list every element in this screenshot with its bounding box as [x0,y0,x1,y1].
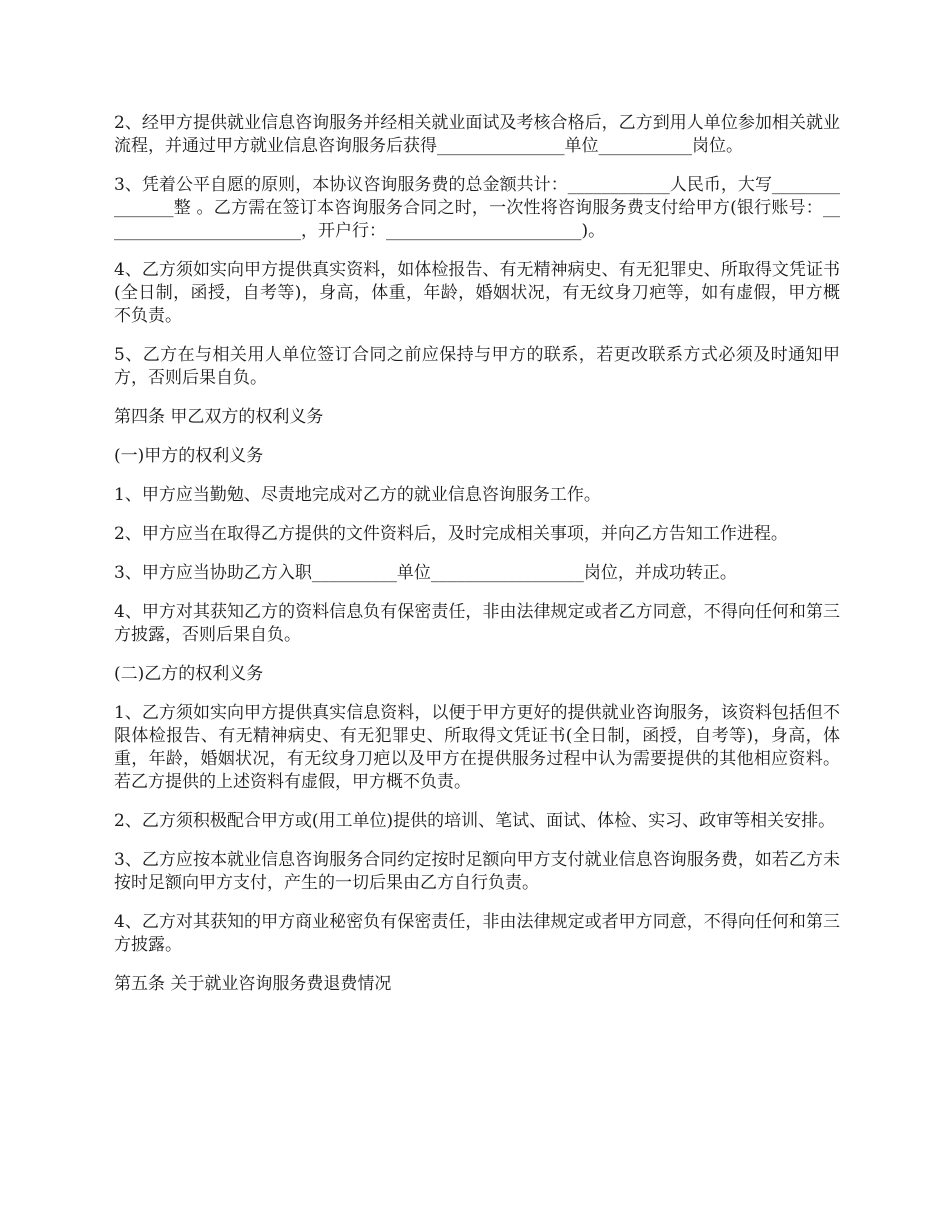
paragraph-party-a-3: 3、甲方应当协助乙方入职__________单位__________________岗位，并成功转正。 [114,563,737,583]
paragraph-party-a-2: 2、甲方应当在取得乙方提供的文件资料后，及时完成相关事项，并向乙方告知工作进程。 [114,524,788,544]
paragraph-party-a-4: 4、甲方对其获知乙方的资料信息负有保密责任，非由法律规定或者乙方同意，不得向任何和第三方披露，否则后果自负。 [114,602,840,645]
paragraph-party-b-1: 1、乙方须如实向甲方提供真实信息资料，以便于甲方更好的提供就业咨询服务，该资料包括但不限体检报告、有无精神病史、有无犯罪史、所取得文凭证书(全日制，函授，自考等)，身高，体重，年龄，婚姻状况，有无纹身刀疤以及甲方在提供服务过程中认为需要提供的其他相应资料。若乙方提供的上述资料有虚假，甲方概不负责。 [114,703,840,792]
section-heading-article-4: 第四条 甲乙双方的权利义务 [114,407,324,427]
subsection-heading-party-a: (一)甲方的权利义务 [114,446,264,466]
paragraph-clause-3-3: 3、凭着公平自愿的原则，本协议咨询服务费的总金额共计：____________人民币，大写_______________整 。乙方需在签订本咨询服务合同之时，一次性将咨询服务费支付给甲方(银行账号：________________________，开户行：_______________________)。 [114,175,840,241]
section-heading-article-5: 第五条 关于就业咨询服务费退费情况 [114,974,392,994]
document-page [114,112,840,1012]
paragraph-party-b-2: 2、乙方须积极配合甲方或(用工单位)提供的培训、笔试、面试、体检、实习、政审等相关安排。 [114,811,836,831]
paragraph-party-b-4: 4、乙方对其获知的甲方商业秘密负有保密责任，非由法律规定或者甲方同意，不得向任何和第三方披露。 [114,912,840,955]
paragraph-clause-3-2: 2、经甲方提供就业信息咨询服务并经相关就业面试及考核合格后，乙方到用人单位参加相关就业流程，并通过甲方就业信息咨询服务后获得_______________单位___________岗位。 [114,113,840,156]
paragraph-party-a-1: 1、甲方应当勤勉、尽责地完成对乙方的就业信息咨询服务工作。 [114,485,601,505]
paragraph-clause-3-4: 4、乙方须如实向甲方提供真实资料，如体检报告、有无精神病史、有无犯罪史、所取得文凭证书(全日制，函授，自考等)，身高，体重，年龄，婚姻状况，有无纹身刀疤等，如有虚假，甲方概不负责。 [114,260,840,326]
paragraph-clause-3-5: 5、乙方在与相关用人单位签订合同之前应保持与甲方的联系，若更改联系方式必须及时通知甲方，否则后果自负。 [114,345,840,388]
subsection-heading-party-b: (二)乙方的权利义务 [114,664,264,684]
paragraph-party-b-3: 3、乙方应按本就业信息咨询服务合同约定按时足额向甲方支付就业信息咨询服务费，如若乙方未按时足额向甲方支付，产生的一切后果由乙方自行负责。 [114,850,840,893]
